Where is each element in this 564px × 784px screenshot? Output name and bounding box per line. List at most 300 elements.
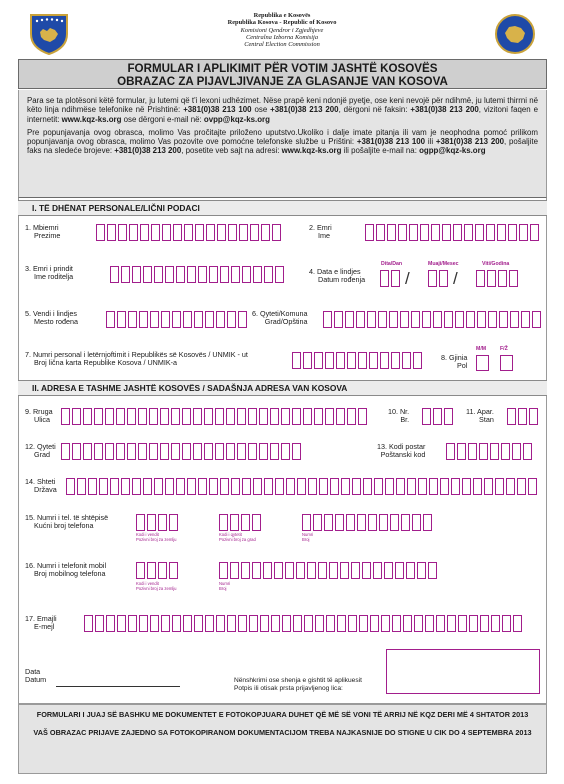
character-box[interactable] [458,615,467,632]
character-box[interactable] [139,311,148,328]
character-box[interactable] [302,514,311,531]
character-box[interactable] [237,443,246,460]
character-box[interactable] [216,615,225,632]
character-box[interactable] [88,478,97,495]
character-box[interactable] [447,615,456,632]
character-box[interactable] [169,514,178,531]
character-box[interactable] [337,615,346,632]
mobile-phone-country-code-field[interactable] [136,562,180,579]
character-box[interactable] [140,224,149,241]
character-box[interactable] [325,352,334,369]
character-box[interactable] [484,478,493,495]
character-box[interactable] [261,224,270,241]
character-box[interactable] [173,224,182,241]
character-box[interactable] [205,615,214,632]
character-box[interactable] [418,478,427,495]
character-box[interactable] [486,224,495,241]
character-box[interactable] [228,224,237,241]
character-box[interactable] [106,615,115,632]
character-box[interactable] [83,408,92,425]
character-box[interactable] [412,514,421,531]
character-box[interactable] [172,615,181,632]
character-box[interactable] [363,478,372,495]
character-box[interactable] [193,408,202,425]
character-box[interactable] [61,408,70,425]
character-box[interactable] [517,478,526,495]
character-box[interactable] [395,562,404,579]
character-box[interactable] [171,408,180,425]
character-box[interactable] [149,408,158,425]
character-box[interactable] [259,408,268,425]
birth-year-field[interactable] [476,270,520,287]
character-box[interactable] [238,615,247,632]
character-box[interactable] [253,478,262,495]
character-box[interactable] [220,266,229,283]
character-box[interactable] [216,311,225,328]
character-box[interactable] [473,478,482,495]
character-box[interactable] [171,443,180,460]
character-box[interactable] [161,615,170,632]
character-box[interactable] [313,514,322,531]
character-box[interactable] [128,615,137,632]
character-box[interactable] [270,443,279,460]
character-box[interactable] [326,615,335,632]
character-box[interactable] [219,514,228,531]
character-box[interactable] [367,311,376,328]
signature-field[interactable] [386,649,540,694]
character-box[interactable] [259,443,268,460]
character-box[interactable] [136,514,145,531]
character-box[interactable] [205,311,214,328]
character-box[interactable] [362,562,371,579]
character-box[interactable] [187,266,196,283]
character-box[interactable] [127,408,136,425]
character-box[interactable] [346,514,355,531]
character-box[interactable] [497,224,506,241]
character-box[interactable] [193,443,202,460]
character-box[interactable] [219,562,228,579]
character-box[interactable] [270,408,279,425]
character-box[interactable] [453,224,462,241]
character-box[interactable] [110,478,119,495]
character-box[interactable] [370,615,379,632]
character-box[interactable] [253,266,262,283]
character-box[interactable] [194,615,203,632]
character-box[interactable] [169,562,178,579]
character-box[interactable] [239,224,248,241]
character-box[interactable] [303,408,312,425]
character-box[interactable] [281,408,290,425]
character-box[interactable] [275,478,284,495]
character-box[interactable] [510,311,519,328]
character-box[interactable] [303,352,312,369]
character-box[interactable] [230,562,239,579]
house-number-field[interactable] [422,408,455,425]
character-box[interactable] [118,224,127,241]
character-box[interactable] [292,352,301,369]
character-box[interactable] [512,443,521,460]
character-box[interactable] [506,478,515,495]
character-box[interactable] [172,311,181,328]
character-box[interactable] [348,615,357,632]
character-box[interactable] [457,443,466,460]
character-box[interactable] [442,224,451,241]
character-box[interactable] [147,514,156,531]
character-box[interactable] [275,266,284,283]
character-box[interactable] [215,408,224,425]
character-box[interactable] [329,562,338,579]
character-box[interactable] [374,478,383,495]
home-phone-number-field[interactable] [302,514,434,531]
home-phone-country-code-field[interactable] [136,514,180,531]
character-box[interactable] [357,514,366,531]
character-box[interactable] [304,615,313,632]
character-box[interactable] [359,615,368,632]
character-box[interactable] [160,443,169,460]
character-box[interactable] [158,514,167,531]
character-box[interactable] [176,478,185,495]
character-box[interactable] [440,478,449,495]
character-box[interactable] [480,615,489,632]
character-box[interactable] [469,615,478,632]
home-phone-city-code-field[interactable] [219,514,263,531]
character-box[interactable] [128,311,137,328]
character-box[interactable] [476,270,485,287]
character-box[interactable] [498,270,507,287]
character-box[interactable] [390,514,399,531]
character-box[interactable] [324,514,333,531]
character-box[interactable] [428,562,437,579]
personal-id-field[interactable] [292,352,424,369]
character-box[interactable] [477,311,486,328]
birth-month-field[interactable] [428,270,450,287]
character-box[interactable] [347,408,356,425]
character-box[interactable] [381,615,390,632]
character-box[interactable] [121,478,130,495]
character-box[interactable] [282,615,291,632]
character-box[interactable] [398,224,407,241]
character-box[interactable] [138,443,147,460]
character-box[interactable] [519,224,528,241]
character-box[interactable] [96,224,105,241]
character-box[interactable] [143,266,152,283]
character-box[interactable] [369,352,378,369]
character-box[interactable] [161,311,170,328]
character-box[interactable] [508,224,517,241]
character-box[interactable] [507,408,516,425]
character-box[interactable] [325,408,334,425]
character-box[interactable] [117,615,126,632]
character-box[interactable] [500,355,513,371]
character-box[interactable] [248,408,257,425]
character-box[interactable] [184,224,193,241]
character-box[interactable] [99,478,108,495]
character-box[interactable] [94,408,103,425]
character-box[interactable] [77,478,86,495]
character-box[interactable] [356,311,365,328]
character-box[interactable] [334,311,343,328]
character-box[interactable] [226,443,235,460]
character-box[interactable] [391,270,400,287]
character-box[interactable] [422,311,431,328]
character-box[interactable] [436,615,445,632]
character-box[interactable] [340,562,349,579]
street-field[interactable] [61,408,369,425]
character-box[interactable] [373,562,382,579]
character-box[interactable] [488,311,497,328]
character-box[interactable] [429,478,438,495]
birth-day-field[interactable] [380,270,402,287]
character-box[interactable] [274,562,283,579]
character-box[interactable] [308,478,317,495]
character-box[interactable] [475,224,484,241]
character-box[interactable] [176,266,185,283]
character-box[interactable] [195,224,204,241]
character-box[interactable] [138,408,147,425]
character-box[interactable] [378,311,387,328]
character-box[interactable] [307,562,316,579]
postal-code-field[interactable] [446,443,534,460]
character-box[interactable] [479,443,488,460]
character-box[interactable] [209,478,218,495]
character-box[interactable] [462,478,471,495]
character-box[interactable] [466,311,475,328]
character-box[interactable] [250,224,259,241]
character-box[interactable] [420,224,429,241]
character-box[interactable] [249,615,258,632]
character-box[interactable] [106,311,115,328]
character-box[interactable] [238,311,247,328]
character-box[interactable] [285,562,294,579]
character-box[interactable] [491,615,500,632]
character-box[interactable] [132,266,141,283]
character-box[interactable] [523,443,532,460]
character-box[interactable] [220,478,229,495]
character-box[interactable] [292,408,301,425]
character-box[interactable] [468,443,477,460]
character-box[interactable] [293,615,302,632]
character-box[interactable] [252,562,261,579]
character-box[interactable] [414,615,423,632]
city-field[interactable] [61,443,303,460]
character-box[interactable] [231,478,240,495]
character-box[interactable] [358,352,367,369]
character-box[interactable] [518,408,527,425]
character-box[interactable] [116,408,125,425]
character-box[interactable] [402,352,411,369]
character-box[interactable] [198,478,207,495]
character-box[interactable] [209,266,218,283]
character-box[interactable] [384,562,393,579]
character-box[interactable] [431,224,440,241]
character-box[interactable] [502,615,511,632]
character-box[interactable] [72,443,81,460]
character-box[interactable] [183,615,192,632]
character-box[interactable] [226,408,235,425]
character-box[interactable] [423,514,432,531]
character-box[interactable] [129,224,138,241]
character-box[interactable] [499,311,508,328]
character-box[interactable] [136,562,145,579]
character-box[interactable] [528,478,537,495]
character-box[interactable] [165,266,174,283]
character-box[interactable] [446,443,455,460]
character-box[interactable] [149,443,158,460]
character-box[interactable] [314,352,323,369]
first-name-field[interactable] [365,224,541,241]
character-box[interactable] [451,478,460,495]
surname-field[interactable] [96,224,283,241]
character-box[interactable] [248,443,257,460]
character-box[interactable] [411,311,420,328]
character-box[interactable] [217,224,226,241]
character-box[interactable] [162,224,171,241]
character-box[interactable] [296,562,305,579]
character-box[interactable] [241,514,250,531]
character-box[interactable] [368,514,377,531]
character-box[interactable] [444,408,453,425]
character-box[interactable] [165,478,174,495]
character-box[interactable] [392,615,401,632]
character-box[interactable] [455,311,464,328]
character-box[interactable] [105,408,114,425]
character-box[interactable] [387,224,396,241]
character-box[interactable] [66,478,75,495]
character-box[interactable] [242,478,251,495]
character-box[interactable] [336,352,345,369]
character-box[interactable] [352,478,361,495]
character-box[interactable] [433,408,442,425]
character-box[interactable] [529,408,538,425]
character-box[interactable] [323,311,332,328]
character-box[interactable] [417,562,426,579]
character-box[interactable] [230,514,239,531]
character-box[interactable] [132,478,141,495]
character-box[interactable] [227,615,236,632]
character-box[interactable] [413,352,422,369]
character-box[interactable] [501,443,510,460]
municipality-field[interactable] [323,311,543,328]
website-link[interactable]: www.kqz-ks.org [61,114,122,124]
email-link[interactable]: ogpp@kqz-ks.org [419,146,486,156]
character-box[interactable] [150,311,159,328]
character-box[interactable] [227,311,236,328]
character-box[interactable] [315,615,324,632]
character-box[interactable] [444,311,453,328]
email-field[interactable] [84,615,524,632]
gender-female-checkbox[interactable] [500,355,515,371]
character-box[interactable] [116,443,125,460]
character-box[interactable] [182,408,191,425]
character-box[interactable] [160,408,169,425]
website-link[interactable]: www.kqz-ks.org [281,146,342,156]
character-box[interactable] [439,270,448,287]
character-box[interactable] [84,615,93,632]
character-box[interactable] [345,311,354,328]
character-box[interactable] [241,562,250,579]
character-box[interactable] [314,408,323,425]
character-box[interactable] [72,408,81,425]
character-box[interactable] [319,478,328,495]
character-box[interactable] [187,478,196,495]
character-box[interactable] [151,224,160,241]
character-box[interactable] [263,562,272,579]
character-box[interactable] [487,270,496,287]
character-box[interactable] [215,443,224,460]
character-box[interactable] [422,408,431,425]
character-box[interactable] [260,615,269,632]
character-box[interactable] [286,478,295,495]
character-box[interactable] [107,224,116,241]
character-box[interactable] [281,443,290,460]
character-box[interactable] [198,266,207,283]
character-box[interactable] [428,270,437,287]
character-box[interactable] [513,615,522,632]
character-box[interactable] [158,562,167,579]
character-box[interactable] [358,408,367,425]
character-box[interactable] [206,224,215,241]
character-box[interactable] [318,562,327,579]
character-box[interactable] [272,224,281,241]
character-box[interactable] [403,615,412,632]
apartment-field[interactable] [507,408,540,425]
mobile-phone-number-field[interactable] [219,562,439,579]
character-box[interactable] [61,443,70,460]
character-box[interactable] [330,478,339,495]
character-box[interactable] [380,352,389,369]
character-box[interactable] [264,266,273,283]
character-box[interactable] [231,266,240,283]
character-box[interactable] [271,615,280,632]
character-box[interactable] [391,352,400,369]
character-box[interactable] [264,478,273,495]
character-box[interactable] [464,224,473,241]
character-box[interactable] [292,443,301,460]
character-box[interactable] [407,478,416,495]
character-box[interactable] [110,266,119,283]
character-box[interactable] [495,478,504,495]
character-box[interactable] [380,270,389,287]
character-box[interactable] [406,562,415,579]
character-box[interactable] [154,266,163,283]
character-box[interactable] [127,443,136,460]
character-box[interactable] [365,224,374,241]
character-box[interactable] [95,615,104,632]
character-box[interactable] [401,514,410,531]
character-box[interactable] [335,514,344,531]
character-box[interactable] [117,311,126,328]
birth-place-field[interactable] [106,311,249,328]
character-box[interactable] [490,443,499,460]
character-box[interactable] [183,311,192,328]
character-box[interactable] [433,311,442,328]
character-box[interactable] [347,352,356,369]
character-box[interactable] [509,270,518,287]
character-box[interactable] [530,224,539,241]
character-box[interactable] [204,408,213,425]
character-box[interactable] [150,615,159,632]
character-box[interactable] [336,408,345,425]
parent-name-field[interactable] [110,266,286,283]
character-box[interactable] [182,443,191,460]
character-box[interactable] [385,478,394,495]
character-box[interactable] [154,478,163,495]
character-box[interactable] [396,478,405,495]
character-box[interactable] [400,311,409,328]
character-box[interactable] [139,615,148,632]
character-box[interactable] [252,514,261,531]
character-box[interactable] [237,408,246,425]
